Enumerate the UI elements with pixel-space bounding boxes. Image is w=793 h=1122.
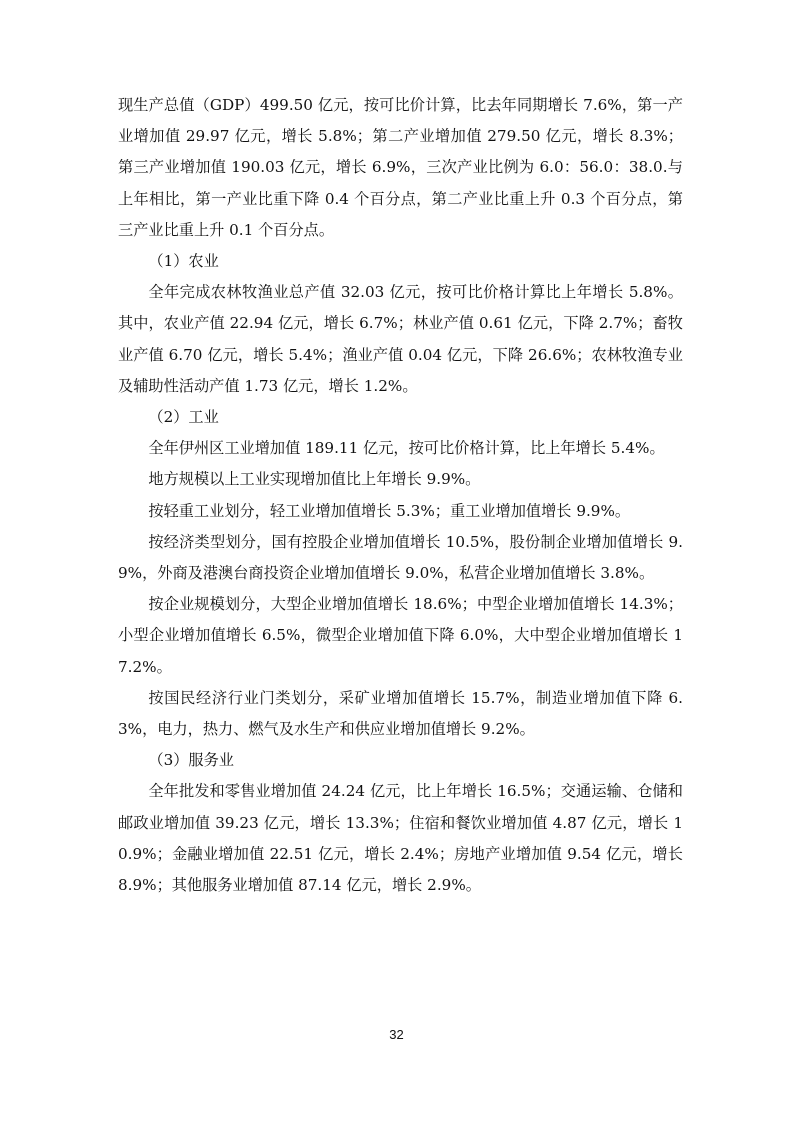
paragraph-industry-ownership: 按经济类型划分，国有控股企业增加值增长 10.5%，股份制企业增加值增长 9.9%，外商及港澳台商投资企业增加值增长 9.0%，私营企业增加值增长 3.8%。 xyxy=(118,532,683,583)
paragraph-industry-total: 全年伊州区工业增加值 189.11 亿元，按可比价格计算，比上年增长 5.4%。 xyxy=(148,439,665,458)
paragraph-industry-sector: 按国民经济行业门类划分，采矿业增加值增长 15.7%，制造业增加值下降 6.3%，电力，热力、燃气及水生产和供应业增加值增长 9.2%。 xyxy=(118,688,683,739)
paragraph-gdp-summary: 现生产总值（GDP）499.50 亿元，按可比价计算，比去年同期增长 7.6%，第一产业增加值 29.97 亿元，增长 5.8%；第二产业增加值 279.50 亿元，增长 8.3%；第三产业增加值 190.03 亿元，增长 6.9%，三次产业比例为 6.0：56.0：38.0.与上年相比，第一产业比重下降 0.4 个百分点，第二产业比重上升 0.3 个百分点，第三产业比重上升 0.1 个百分点。 xyxy=(118,96,683,239)
heading-services: （3）服务业 xyxy=(148,751,234,770)
paragraph-industry-light-heavy: 按轻重工业划分，轻工业增加值增长 5.3%；重工业增加值增长 9.9%。 xyxy=(148,501,631,520)
paragraph-industry-above-scale: 地方规模以上工业实现增加值比上年增长 9.9%。 xyxy=(148,470,481,489)
paragraph-services: 全年批发和零售业增加值 24.24 亿元，比上年增长 16.5%；交通运输、仓储和邮政业增加值 39.23 亿元，增长 13.3%；住宿和餐饮业增加值 4.87 亿元，增长 10.9%；金融业增加值 22.51 亿元，增长 2.4%；房地产业增加值 9.54 亿元，增长 8.9%；其他服务业增加值 87.14 亿元，增长 2.9%。 xyxy=(118,782,683,895)
page-number: 32 xyxy=(389,1027,404,1042)
page-body xyxy=(118,90,683,901)
heading-agriculture: （1）农业 xyxy=(148,252,219,271)
paragraph-agriculture: 全年完成农林牧渔业总产值 32.03 亿元，按可比价格计算比上年增长 5.8%。其中，农业产值 22.94 亿元，增长 6.7%；林业产值 0.61 亿元，下降 2.7%；畜牧业产值 6.70 亿元，增长 5.4%；渔业产值 0.04 亿元，下降 26.6%；农林牧渔专业及辅助性活动产值 1.73 亿元，增长 1.2%。 xyxy=(118,283,683,395)
paragraph-industry-scale: 按企业规模划分，大型企业增加值增长 18.6%；中型企业增加值增长 14.3%；小型企业增加值增长 6.5%，微型企业增加值下降 6.0%，大中型企业增加值增长 17.2%。 xyxy=(118,595,683,676)
heading-industry: （2）工业 xyxy=(148,408,219,427)
